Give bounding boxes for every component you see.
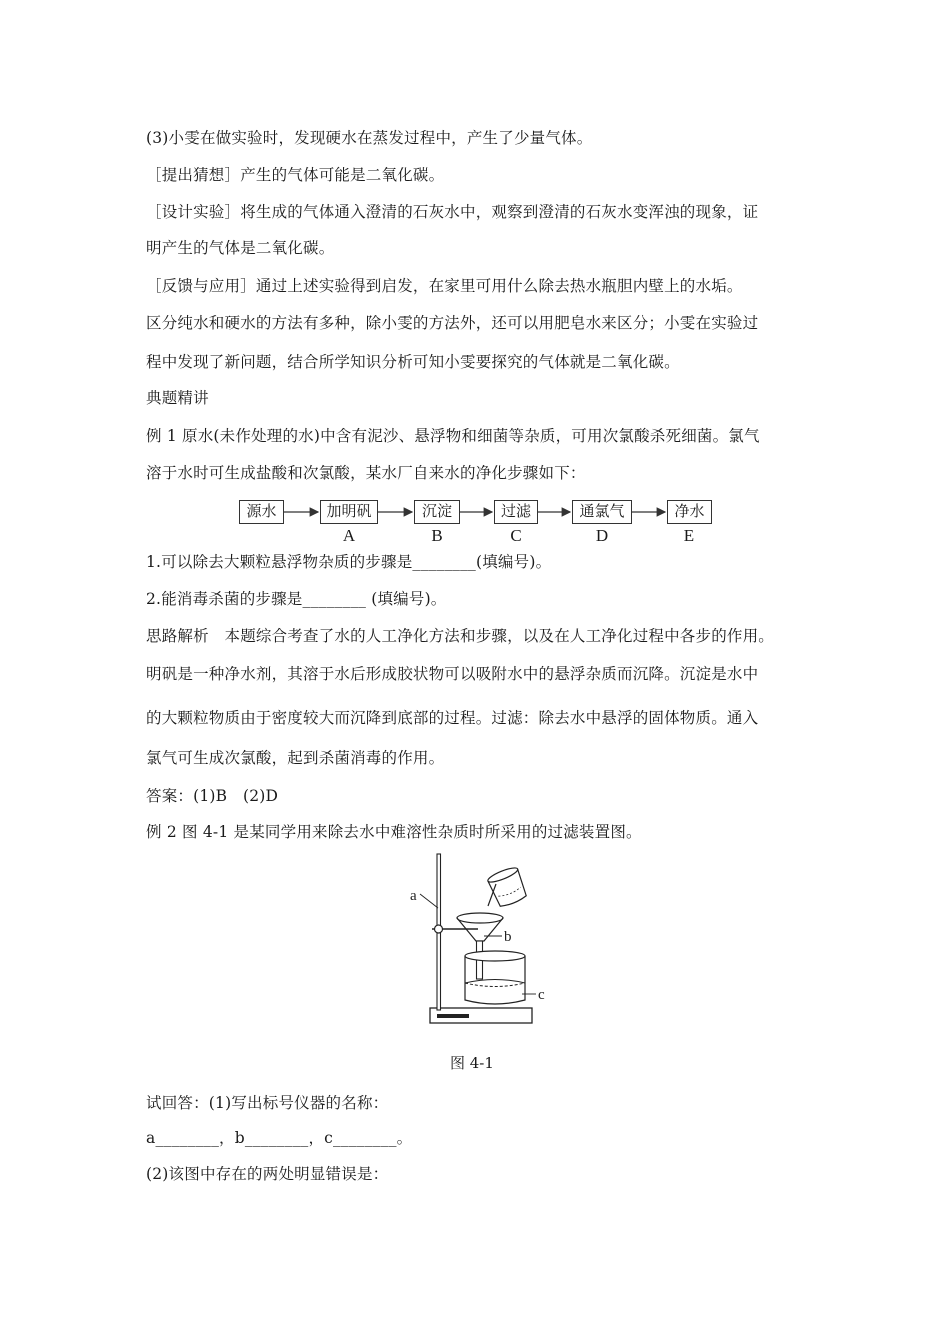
answer-line: 答案：(1)B (2)D <box>146 787 279 805</box>
flow-step-sediment: 沉淀 <box>414 500 460 524</box>
flow-label-b: B <box>431 526 443 545</box>
label-a-leader <box>420 894 438 908</box>
text-line-5: ［反馈与应用］通过上述实验得到启发，在家里可用什么除去热水瓶胆内壁上的水垢。 <box>146 277 743 295</box>
example-2-line: 例 2 图 4-1 是某同学用来除去水中难溶性杂质时所采用的过滤装置图。 <box>146 823 642 841</box>
text-line-4: 明产生的气体是二氧化碳。 <box>146 239 335 257</box>
funnel-rim <box>457 913 503 923</box>
filtrate-surface <box>465 980 525 984</box>
flow-step-source-water: 源水 <box>239 500 284 524</box>
pouring-beaker <box>486 865 528 909</box>
text-line-1: (3)小雯在做实验时，发现硬水在蒸发过程中，产生了少量气体。 <box>146 129 593 147</box>
question-text: 试回答：(1)写出标号仪器的名称： <box>146 1094 389 1112</box>
filtrate-level <box>465 983 525 987</box>
label-b: b <box>504 929 512 945</box>
flow-step-add-alum: 加明矾 <box>320 500 378 524</box>
text-line-9: 例 1 原水(未作处理的水)中含有泥沙、悬浮物和细菌等杂质，可用次氯酸杀死细菌。氯气 <box>146 427 760 445</box>
flow-step-filter: 过滤 <box>494 500 538 524</box>
section-heading: 典题精讲 <box>146 389 209 407</box>
flow-label-a: A <box>342 526 356 545</box>
text-line-6: 区分纯水和硬水的方法有多种，除小雯的方法外，还可以用肥皂水来区分；小雯在实验过 <box>146 314 759 332</box>
flow-step-chlorine: 通氯气 <box>572 500 632 524</box>
text-line-3: ［设计实验］将生成的气体通入澄清的石灰水中，观察到澄清的石灰水变浑浊的现象，证 <box>146 203 759 221</box>
answer-blanks: a________，b________，c________。 <box>146 1129 413 1147</box>
filtration-apparatus-figure <box>400 848 560 1033</box>
stand-base-slot <box>437 1014 469 1018</box>
label-a: a <box>410 888 417 904</box>
figure-caption: 图 4-1 <box>450 1054 494 1072</box>
label-c: c <box>538 987 545 1003</box>
analysis-line-1: 思路解析 本题综合考查了水的人工净化方法和步骤，以及在人工净化过程中各步的作用。 <box>146 627 775 645</box>
clamp-knob <box>435 925 443 933</box>
flow-label-e: E <box>683 526 695 545</box>
text-line-7: 程中发现了新问题，结合所学知识分析可知小雯要探究的气体就是二氧化碳。 <box>146 353 680 371</box>
question-text-2: (2)该图中存在的两处明显错误是： <box>146 1165 389 1183</box>
question-1: 1.可以除去大颗粒悬浮物杂质的步骤是________(填编号)。 <box>146 553 552 571</box>
text-line-2: ［提出猜想］产生的气体可能是二氧化碳。 <box>146 166 445 184</box>
question-2: 2.能消毒杀菌的步骤是________ (填编号)。 <box>146 590 447 608</box>
flow-step-clean-water: 净水 <box>667 500 712 524</box>
text-line-10: 溶于水时可生成盐酸和次氯酸，某水厂自来水的净化步骤如下： <box>146 464 586 482</box>
analysis-line-4: 氯气可生成次氯酸，起到杀菌消毒的作用。 <box>146 749 445 767</box>
flow-label-c: C <box>510 526 522 545</box>
flow-label-d: D <box>595 526 609 545</box>
analysis-line-2: 明矾是一种净水剂，其溶于水后形成胶状物可以吸附水中的悬浮杂质而沉降。沉淀是水中 <box>146 665 759 683</box>
analysis-line-3: 的大颗粒物质由于密度较大而沉降到底部的过程。过滤：除去水中悬浮的固体物质。通入 <box>146 709 759 727</box>
receiving-beaker-rim <box>465 951 525 961</box>
